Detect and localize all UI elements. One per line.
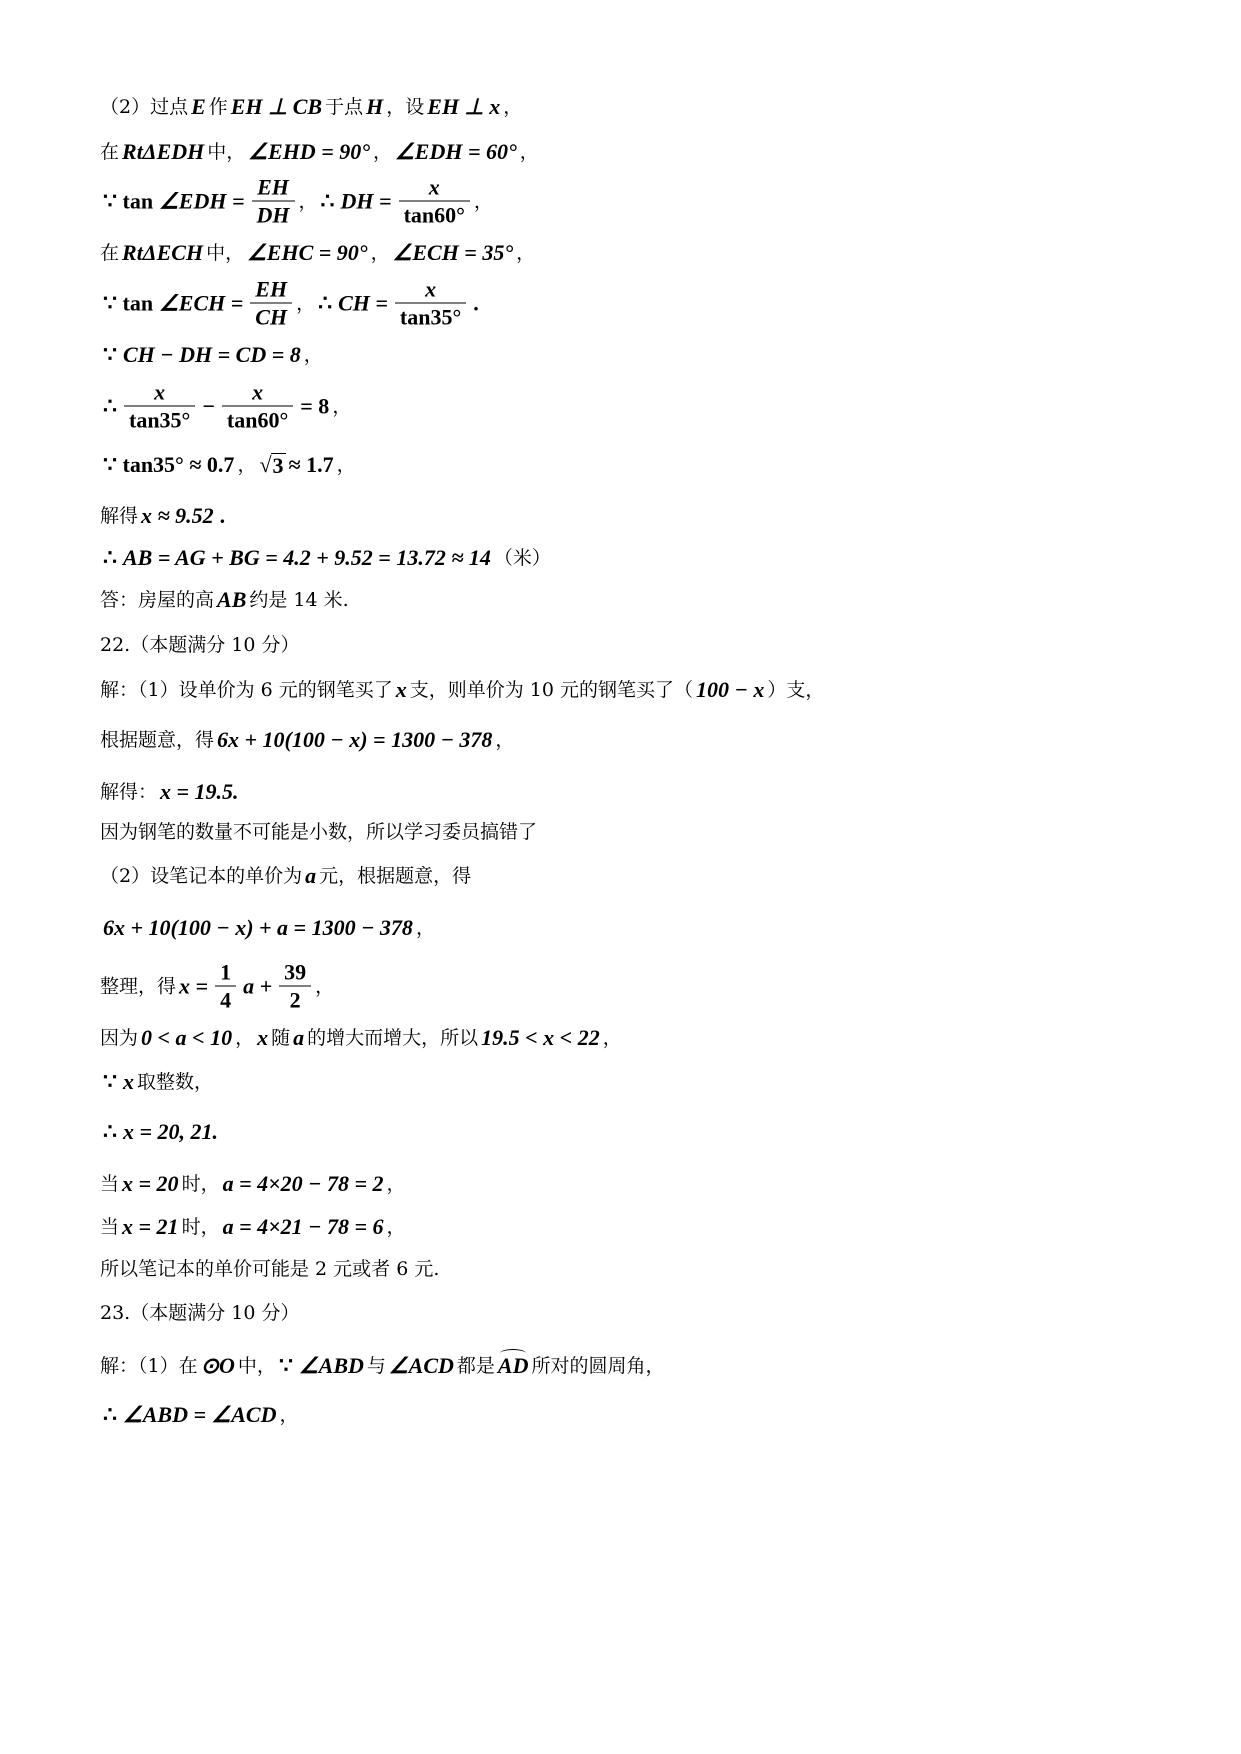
text-run: 中， (206, 242, 245, 264)
math-expression: ∠ACD (388, 1353, 454, 1378)
math-expression: ∴ (320, 188, 335, 213)
solution-line (100, 1068, 213, 1096)
math-expression: 19.5 < x < 22 (481, 1025, 600, 1050)
solution-line (100, 93, 522, 121)
math-expression: E (191, 94, 206, 119)
text-run: 取整数， (137, 1071, 214, 1093)
fraction-denominator: tan35° (129, 407, 191, 433)
math-expression: x = 20, 21. (123, 1119, 219, 1144)
math-expression: ∵ tan35° ≈ 0.7 (103, 452, 235, 477)
fraction-numerator: EH (252, 174, 295, 202)
solution-line (100, 586, 349, 614)
math-expression: a (293, 1025, 305, 1050)
text-run: ， (279, 1404, 299, 1426)
math-expression: EH ⊥ CB (230, 94, 323, 119)
text-run: ， (332, 395, 352, 417)
math-expression: 6x + 10(100 − x) + a = 1300 − 378 (103, 915, 413, 940)
math-expression: RtΔEDH (122, 139, 205, 164)
text-run: ）支， (767, 679, 825, 701)
text-run: ， (473, 190, 493, 212)
solution-line (100, 138, 539, 166)
math-expression: ∴ (103, 545, 117, 570)
math-expression: ∴ (318, 290, 333, 315)
math-expression: EH ⊥ x (427, 94, 501, 119)
text-run: ， (235, 1027, 255, 1049)
solution-line (100, 676, 824, 704)
solution-line (100, 1118, 221, 1146)
text-run: ， (315, 975, 335, 997)
text-run: 答：房屋的高 (100, 589, 215, 611)
math-expression: AB (217, 587, 247, 612)
text-run: ， (516, 242, 536, 264)
text-run: 时， (181, 1173, 220, 1195)
text-run: 因为 (100, 1027, 139, 1049)
fraction-numerator: 39 (279, 959, 311, 987)
text-run: 整理，得 (100, 975, 177, 997)
solution-line (100, 451, 356, 479)
math-expression: a (305, 863, 317, 888)
solution-line (100, 1024, 622, 1052)
math-expression: ∠EDH = 60° (395, 139, 517, 164)
math-expression: a = 4×21 − 78 = 6 (222, 1214, 384, 1239)
question-heading: 23.（本题满分 10 分） (100, 1302, 300, 1324)
math-expression: ∠ECH = (159, 290, 244, 315)
radical-sign: √ (259, 452, 272, 477)
text-run: ， (373, 141, 393, 163)
fraction-denominator: DH (256, 202, 290, 228)
math-expression: = 8 (300, 393, 330, 418)
math-expression: x ≈ 9.52 (141, 503, 214, 528)
math-expression: 6x + 10(100 − x) = 1300 − 378 (217, 727, 493, 752)
fraction-numerator: x (222, 379, 293, 407)
text-run: 解：（1）在 (100, 1355, 198, 1377)
math-expression: 100 − x (696, 677, 765, 702)
text-run: 当 (100, 1216, 120, 1238)
solution-line (100, 1255, 439, 1283)
math-expression: x = 19.5. (160, 779, 239, 804)
solution-line (100, 1401, 298, 1429)
fraction-numerator: x (399, 174, 470, 202)
math-expression: ∵ (103, 342, 117, 367)
text-run: ， (415, 917, 435, 939)
math-expression: ∴ (103, 1119, 117, 1144)
solution-line (100, 502, 228, 530)
fraction-denominator: tan60° (226, 407, 289, 433)
text-run: 中， (207, 141, 246, 163)
fraction (252, 174, 295, 229)
circle-o-symbol: ⊙O (200, 1353, 235, 1378)
question-heading: 22.（本题满分 10 分） (100, 634, 300, 656)
math-expression: x = (179, 973, 209, 998)
question-22-heading (100, 631, 299, 659)
math-expression: . (219, 503, 226, 528)
text-run: 都是 (456, 1355, 495, 1377)
solution-line (100, 862, 471, 890)
fraction-denominator: tan60° (403, 202, 465, 228)
text-run: 所对的圆周角， (531, 1355, 665, 1377)
text-run: ， (495, 729, 515, 751)
math-expression: DH = (340, 188, 392, 213)
text-run: （2）过点 (100, 96, 189, 118)
math-expression: ∠ABD = ∠ACD (123, 1402, 277, 1427)
text-run: （米） (493, 547, 551, 569)
solution-line (100, 959, 334, 1014)
text-run: ， (386, 1216, 406, 1238)
math-expression: ∠EHD = 90° (248, 139, 371, 164)
fraction-numerator: x (395, 276, 466, 304)
math-expression: ∵ (278, 1353, 293, 1378)
math-expression: CH = (338, 290, 388, 315)
fraction-denominator: CH (255, 304, 288, 330)
text-run: 与 (366, 1355, 386, 1377)
fraction (279, 959, 311, 1014)
text-run: 因为钢笔的数量不可能是小数，所以学习委员搞错了 (100, 821, 538, 843)
fraction-denominator: 4 (220, 987, 232, 1013)
fraction (250, 276, 292, 331)
math-expression: x (395, 677, 407, 702)
solution-line (100, 174, 493, 229)
math-expression: 0 < a < 10 (141, 1025, 233, 1050)
text-run: （2）设笔记本的单价为 (100, 865, 303, 887)
text-run: 所以笔记本的单价可能是 2 元或者 6 元. (100, 1258, 440, 1280)
text-run: 于点 (325, 96, 364, 118)
question-23-heading (100, 1299, 299, 1327)
fraction-numerator: 1 (215, 959, 236, 987)
fraction (124, 379, 195, 434)
fraction-numerator: EH (250, 276, 292, 304)
fraction-numerator: x (124, 379, 195, 407)
math-expression: ∠EHC = 90° (247, 240, 368, 265)
text-run: ， (237, 454, 257, 476)
math-expression: a + (243, 973, 273, 998)
text-run: 中， (237, 1355, 276, 1377)
text-run: 当 (100, 1173, 120, 1195)
math-expression: ∵ tan (103, 290, 154, 315)
math-expression: ∠ECH = 35° (392, 240, 514, 265)
text-run: ，设 (386, 96, 425, 118)
text-run: 时， (181, 1216, 220, 1238)
math-expression: ∠EDH = (159, 188, 245, 213)
text-run: ， (519, 141, 539, 163)
text-run: ， (386, 1173, 406, 1195)
math-expression: a = 4×20 − 78 = 2 (222, 1171, 384, 1196)
math-expression: CH − DH = CD = 8 (123, 342, 301, 367)
text-run: 的增大而增大，所以 (307, 1027, 479, 1049)
math-expression: x (123, 1069, 134, 1094)
solution-line (100, 239, 535, 267)
fraction (395, 276, 466, 331)
solution-line (100, 778, 242, 806)
solution-line (100, 276, 482, 331)
text-run: 随 (271, 1027, 291, 1049)
solution-line (100, 1170, 406, 1198)
text-run: 在 (100, 242, 120, 264)
math-expression: x = 20 (122, 1171, 179, 1196)
text-run: 支，则单价为 10 元的钢笔买了（ (409, 679, 694, 701)
math-expression: ∵ tan (103, 188, 154, 213)
fraction (222, 379, 293, 434)
math-expression: . (473, 290, 479, 315)
math-expression: AB = AG + BG = 4.2 + 9.52 = 13.72 ≈ 14 (123, 545, 491, 570)
text-run: ， (296, 292, 316, 314)
math-expression: H (366, 94, 384, 119)
fraction (215, 959, 236, 1014)
text-run: ， (602, 1027, 622, 1049)
solution-line (100, 818, 537, 846)
math-expression: ≈ 1.7 (288, 452, 334, 477)
text-run: 解：（1）设单价为 6 元的钢笔买了 (100, 679, 393, 701)
text-run: 元，根据题意，得 (319, 865, 472, 887)
solution-line (100, 379, 351, 434)
text-run: ， (298, 190, 318, 212)
math-expression: ∵ (103, 1069, 117, 1094)
text-run: ， (336, 454, 356, 476)
solution-line (100, 726, 514, 754)
math-expression: − (202, 393, 215, 418)
text-run: 解得 (100, 505, 139, 527)
radicand: 3 (272, 452, 284, 478)
math-expression: ∴ (103, 1402, 117, 1427)
math-expression: x = 21 (122, 1214, 179, 1239)
text-run: ， (370, 242, 390, 264)
math-expression: RtΔECH (122, 240, 204, 265)
solution-line (100, 1352, 664, 1380)
fraction-denominator: tan35° (399, 304, 462, 330)
solution-line (100, 914, 435, 942)
math-expression: ∴ (103, 393, 117, 418)
text-run: 在 (100, 141, 120, 163)
arc-ad: AD (495, 1352, 532, 1380)
fraction-denominator: 2 (289, 987, 301, 1013)
solution-line (100, 544, 551, 572)
text-run: 约是 14 米. (249, 589, 349, 611)
math-expression: ∠ABD (298, 1353, 364, 1378)
fraction (399, 174, 470, 229)
text-run: ， (303, 344, 323, 366)
text-run: ， (503, 96, 523, 118)
math-expression: x (257, 1025, 269, 1050)
text-run: 作 (208, 96, 228, 118)
text-run: 根据题意，得 (100, 729, 215, 751)
solution-line (100, 341, 323, 369)
solution-line (100, 1213, 406, 1241)
text-run: 解得： (100, 781, 158, 803)
